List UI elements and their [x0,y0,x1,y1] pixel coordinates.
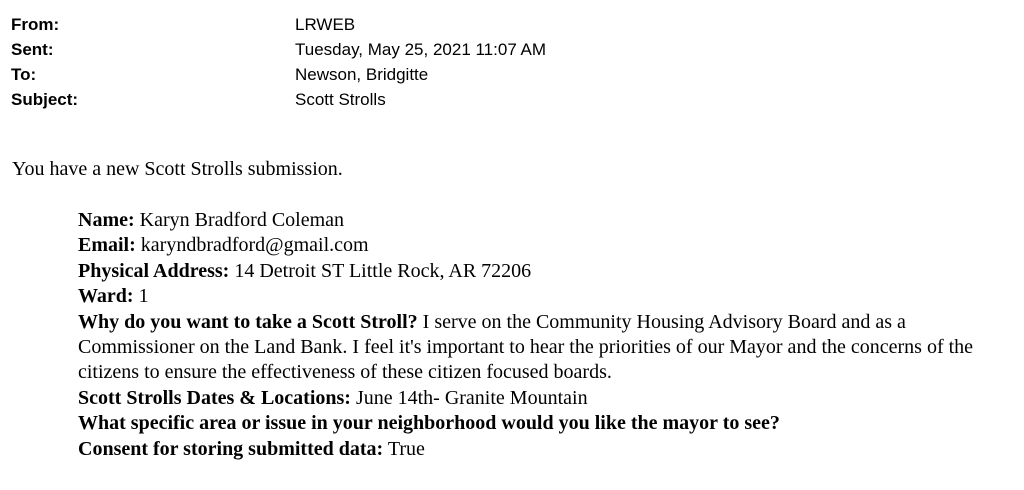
to-row [11,62,546,87]
field-area-label: What specific area or issue in your neighborhood would you like the mayor to see? [78,412,780,435]
field-consent-label: Consent for storing submitted data: [78,437,384,460]
from-label: From: [11,15,60,34]
field-email-label: Email: [78,234,136,257]
subject-row [11,87,546,112]
sent-row [11,37,546,62]
submission-fields [78,208,1008,462]
subject-value: Scott Strolls [295,90,386,109]
field-address [78,259,1008,284]
field-consent [78,437,1008,462]
to-label: To: [11,65,37,84]
field-ward [78,284,1008,309]
field-address-value: 14 Detroit ST Little Rock, AR 72206 [234,259,532,282]
field-ward-value: 1 [138,285,149,308]
field-address-label: Physical Address: [78,259,230,282]
field-ward-label: Ward: [78,285,134,308]
subject-label: Subject: [11,90,79,109]
field-why-value: I serve on the Community Housing Advisory Board and as a Commissioner on the Land Bank. I feel it's important to hear the priorities of our Mayor and the concerns of the citizens to ensure the effectiveness of these citizen focused boards. [78,310,974,384]
field-name [78,208,1008,233]
field-why [78,310,1008,386]
field-name-value: Karyn Bradford Coleman [139,209,345,231]
field-why-label: Why do you want to take a Scott Stroll? [78,310,418,333]
from-row [11,12,546,37]
sent-value: Tuesday, May 25, 2021 11:07 AM [295,40,547,59]
intro-text: You have a new Scott Strolls submission. [12,158,343,180]
field-dates-value: June 14th- Granite Mountain [355,386,588,409]
field-dates-label: Scott Strolls Dates & Locations: [78,386,351,409]
to-value: Newson, Bridgitte [295,65,429,84]
from-value: LRWEB [295,15,356,34]
sent-label: Sent: [11,40,54,59]
field-area [78,411,1008,436]
field-dates [78,386,1008,411]
email-header [11,12,546,112]
field-email [78,233,1008,258]
field-email-value: karyndbradford@gmail.com [140,234,369,257]
field-consent-value: True [387,437,425,460]
field-name-label: Name: [78,209,135,231]
